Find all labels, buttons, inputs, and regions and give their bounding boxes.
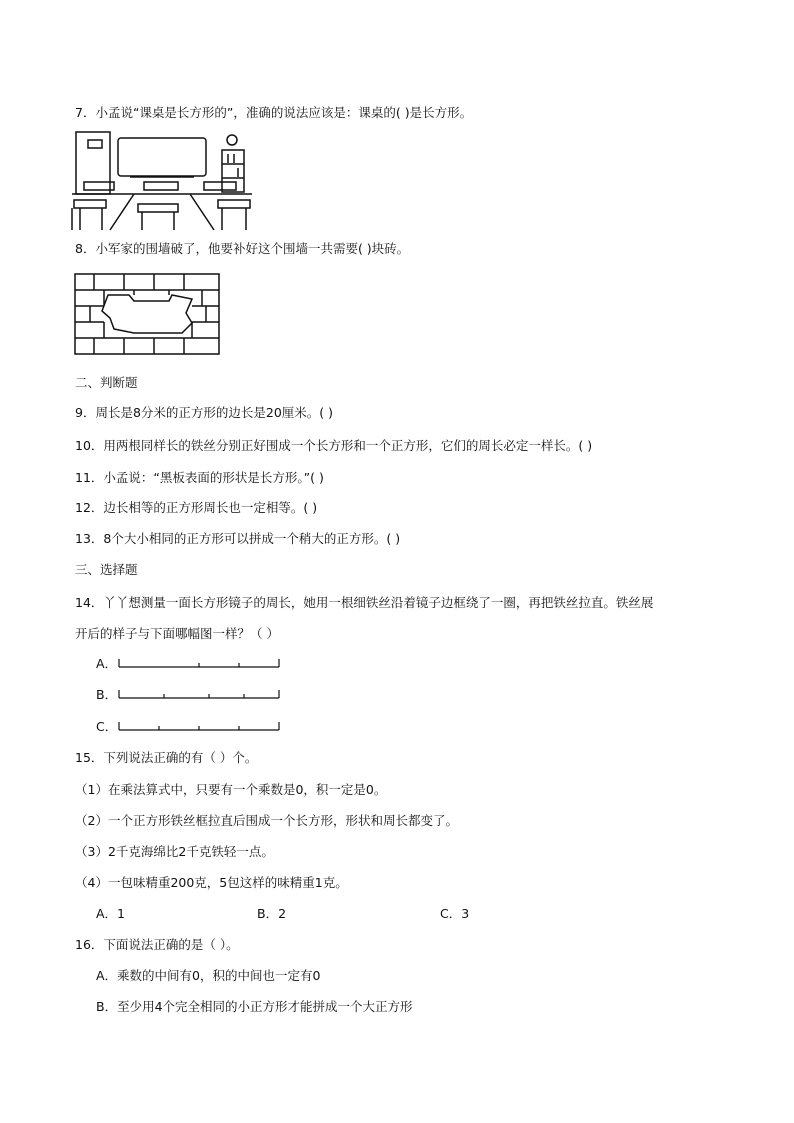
section-judge-heading: 二、判断题: [75, 375, 138, 390]
question-15-statement-1: （1）在乘法算式中，只要有一个乘数是0，积一定是0。: [75, 782, 387, 797]
question-10: 10．用两根同样长的铁丝分别正好围成一个长方形和一个正方形，它们的周长必定一样长。( ): [75, 438, 593, 453]
option-b-segments: [118, 688, 280, 700]
question-11: 11．小孟说：“黑板表面的形状是长方形。”( ): [75, 470, 324, 485]
question-15-option-a: A．1: [96, 906, 126, 921]
question-16-option-b: B．至少用4个完全相同的小正方形才能拼成一个大正方形: [96, 999, 413, 1014]
question-9: 9．周长是8分米的正方形的边长是20厘米。( ): [75, 405, 334, 420]
option-a-segments: [118, 657, 280, 669]
question-12: 12．边长相等的正方形周长也一定相等。( ): [75, 500, 318, 515]
brick-wall-illustration: [74, 273, 220, 355]
question-16: 16．下面说法正确的是（ ）。: [75, 937, 239, 952]
question-15-option-b: B．2: [257, 906, 287, 921]
question-15-statement-2: （2）一个正方形铁丝框拉直后围成一个长方形，形状和周长都变了。: [75, 813, 458, 828]
question-14-line-2: 开后的样子与下面哪幅图一样？（ ）: [75, 626, 279, 641]
question-13: 13．8个大小相同的正方形可以拼成一个稍大的正方形。( ): [75, 531, 401, 546]
question-14-line-1: 14．丫丫想测量一面长方形镜子的周长，她用一根细铁丝沿着镜子边框绕了一圈，再把铁丝拉直。铁丝展: [75, 595, 654, 610]
question-15-option-c: C．3: [440, 906, 470, 921]
question-8: 8．小军家的围墙破了，他要补好这个围墙一共需要( )块砖。: [75, 241, 410, 256]
question-15-statement-4: （4）一包味精重200克，5包这样的味精重1克。: [75, 875, 348, 890]
option-c-segments: [118, 720, 280, 732]
question-14-option-c-label: C．: [96, 719, 118, 734]
question-7: 7．小孟说“课桌是长方形的”，准确的说法应该是：课桌的( )是长方形。: [75, 105, 473, 120]
question-14-option-a-label: A．: [96, 656, 118, 671]
question-14-option-b-label: B．: [96, 687, 118, 702]
question-15-statement-3: （3）2千克海绵比2千克铁轻一点。: [75, 844, 274, 859]
question-16-option-a: A．乘数的中间有0，积的中间也一定有0: [96, 968, 321, 983]
section-choice-heading: 三、选择题: [75, 562, 138, 577]
question-15: 15．下列说法正确的有（ ）个。: [75, 750, 258, 765]
classroom-illustration: [72, 130, 252, 232]
